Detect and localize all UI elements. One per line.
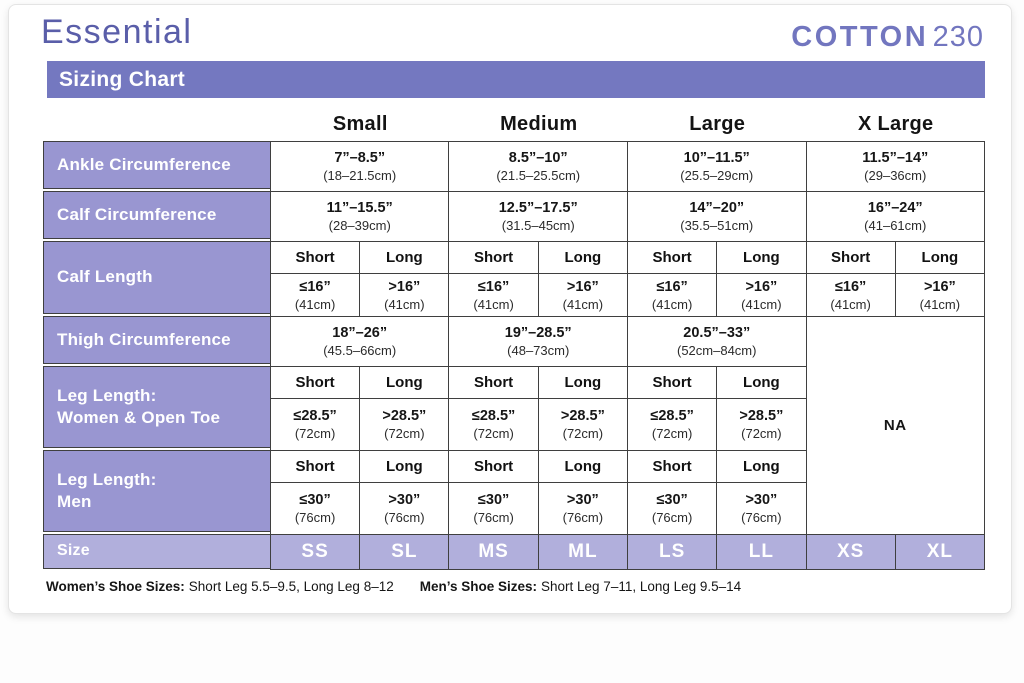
subheader-long: Long <box>360 367 449 399</box>
footnote-women <box>46 579 394 594</box>
footnote-women-value: Short Leg 5.5–9.5, Long Leg 8–12 <box>188 579 394 594</box>
size-code-ll: LL <box>717 535 806 570</box>
row-label-column <box>43 141 270 569</box>
cell-calfcirc-medium: 12.5”–17.5” (31.5–45cm) <box>449 192 628 242</box>
size-code-sl: SL <box>360 535 449 570</box>
section-banner-label: Sizing Chart <box>59 67 186 91</box>
subheader-short: Short <box>449 367 538 399</box>
footnote-women-label: Women’s Shoe Sizes: <box>46 579 185 594</box>
cell-thigh-small: 18”–26” (45.5–66cm) <box>270 317 449 367</box>
table-row-calf-circumference <box>270 192 984 242</box>
cell-calfcirc-small: 11”–15.5” (28–39cm) <box>270 192 449 242</box>
cell-calflength-xlarge-long: >16” (41cm) <box>895 274 984 317</box>
size-code-ls: LS <box>627 535 716 570</box>
subheader-long: Long <box>717 451 806 483</box>
cell-legmen-medium-short: ≤30” (76cm) <box>449 483 538 535</box>
subheader-long: Long <box>895 242 984 274</box>
sizing-table-area <box>43 105 985 594</box>
subheader-long: Long <box>717 242 806 274</box>
subheader-short: Short <box>627 451 716 483</box>
table-row-ankle <box>270 142 984 192</box>
cell-calflength-xlarge-short: ≤16” (41cm) <box>806 274 895 317</box>
row-label-thigh-circumference: Thigh Circumference <box>43 316 270 364</box>
cell-legwomen-medium-long: >28.5” (72cm) <box>538 399 627 451</box>
cell-legwomen-small-short: ≤28.5” (72cm) <box>270 399 359 451</box>
row-label-leg-length-men: Leg Length: Men <box>43 450 270 532</box>
subheader-long: Long <box>538 242 627 274</box>
subheader-short: Short <box>270 242 359 274</box>
subheader-short: Short <box>449 242 538 274</box>
subheader-short: Short <box>270 367 359 399</box>
table-row-calf-length-subheaders <box>270 242 984 274</box>
cell-ankle-xlarge: 11.5”–14” (29–36cm) <box>806 142 985 192</box>
footnote-men-label: Men’s Shoe Sizes: <box>419 579 538 594</box>
table-row-calf-length-values <box>270 274 984 317</box>
col-header-medium: Medium <box>500 113 578 135</box>
subheader-short: Short <box>449 451 538 483</box>
row-label-size: Size <box>43 534 270 569</box>
brand-logo <box>791 21 984 54</box>
table-row-size-codes <box>270 535 984 570</box>
cell-calflength-medium-long: >16” (41cm) <box>538 274 627 317</box>
row-label-ankle-circumference: Ankle Circumference <box>43 141 270 189</box>
footnote-men-value: Short Leg 7–11, Long Leg 9.5–14 <box>541 579 742 594</box>
cell-legmen-small-long: >30” (76cm) <box>360 483 449 535</box>
subheader-short: Short <box>627 367 716 399</box>
cell-calflength-large-short: ≤16” (41cm) <box>627 274 716 317</box>
size-code-xl: XL <box>895 535 984 570</box>
subheader-short: Short <box>806 242 895 274</box>
brand-number: 230 <box>932 21 984 53</box>
section-banner <box>47 61 985 98</box>
row-label-calf-length: Calf Length <box>43 241 270 314</box>
size-code-ss: SS <box>270 535 359 570</box>
col-header-small: Small <box>332 113 388 135</box>
cell-legmen-small-short: ≤30” (76cm) <box>270 483 359 535</box>
collection-title: Essential <box>41 13 193 51</box>
cell-ankle-medium: 8.5”–10” (21.5–25.5cm) <box>449 142 628 192</box>
cell-calflength-small-short: ≤16” (41cm) <box>270 274 359 317</box>
cell-calflength-medium-short: ≤16” (41cm) <box>449 274 538 317</box>
subheader-short: Short <box>627 242 716 274</box>
brand-name: COTTON <box>791 21 929 53</box>
col-header-large: Large <box>689 113 746 135</box>
cell-legwomen-large-long: >28.5” (72cm) <box>717 399 806 451</box>
sizing-table <box>270 141 985 570</box>
cell-legwomen-large-short: ≤28.5” (72cm) <box>627 399 716 451</box>
subheader-long: Long <box>538 367 627 399</box>
subheader-long: Long <box>538 451 627 483</box>
subheader-long: Long <box>717 367 806 399</box>
table-row-thigh <box>270 317 984 367</box>
size-code-ml: ML <box>538 535 627 570</box>
cell-ankle-small: 7”–8.5” (18–21.5cm) <box>270 142 449 192</box>
col-header-xlarge: X Large <box>858 113 934 135</box>
table-body <box>43 141 985 570</box>
cell-calfcirc-large: 14”–20” (35.5–51cm) <box>627 192 806 242</box>
cell-legwomen-medium-short: ≤28.5” (72cm) <box>449 399 538 451</box>
size-code-xs: XS <box>806 535 895 570</box>
cell-legmen-large-long: >30” (76cm) <box>717 483 806 535</box>
cell-legmen-large-short: ≤30” (76cm) <box>627 483 716 535</box>
cell-legmen-medium-long: >30” (76cm) <box>538 483 627 535</box>
cell-ankle-large: 10”–11.5” (25.5–29cm) <box>627 142 806 192</box>
cell-thigh-medium: 19”–28.5” (48–73cm) <box>449 317 628 367</box>
size-column-headers <box>271 105 985 141</box>
size-code-ms: MS <box>449 535 538 570</box>
row-label-calf-circumference: Calf Circumference <box>43 191 270 239</box>
subheader-long: Long <box>360 451 449 483</box>
cell-calflength-large-long: >16” (41cm) <box>717 274 806 317</box>
cell-legwomen-small-long: >28.5” (72cm) <box>360 399 449 451</box>
cell-calfcirc-xlarge: 16”–24” (41–61cm) <box>806 192 985 242</box>
cell-thigh-large: 20.5”–33” (52cm–84cm) <box>627 317 806 367</box>
cell-calflength-small-long: >16” (41cm) <box>360 274 449 317</box>
subheader-long: Long <box>360 242 449 274</box>
sizing-chart-page <box>8 4 1012 614</box>
subheader-short: Short <box>270 451 359 483</box>
row-label-leg-length-women: Leg Length: Women & Open Toe <box>43 366 270 448</box>
cell-xlarge-not-applicable: NA <box>806 317 985 535</box>
shoe-size-footnote <box>43 579 985 594</box>
footnote-men <box>420 579 741 594</box>
